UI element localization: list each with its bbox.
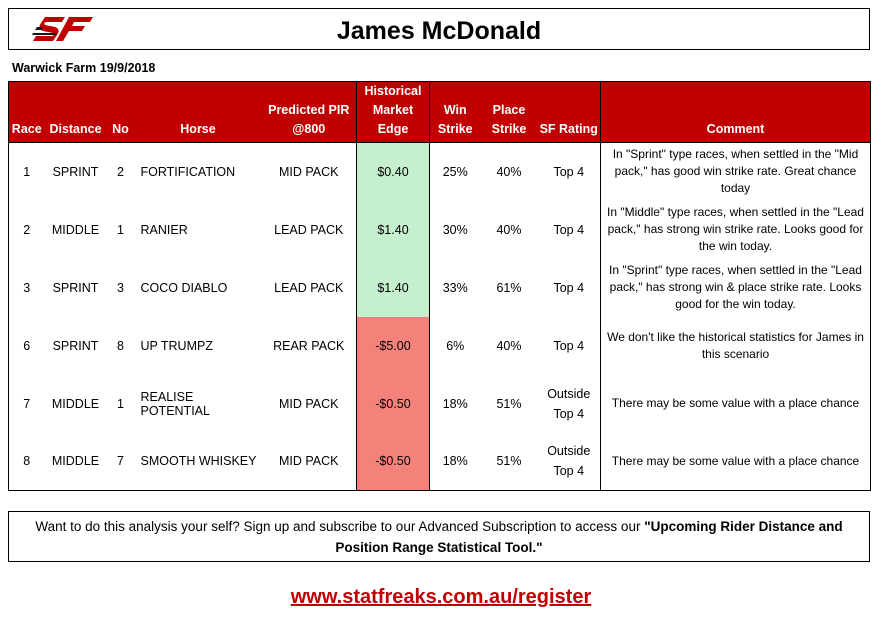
table-row bbox=[9, 201, 871, 259]
meeting-subtitle: Warwick Farm 19/9/2018 bbox=[12, 61, 156, 75]
table-row bbox=[9, 317, 871, 375]
cell-no: 2 bbox=[117, 164, 124, 179]
cell-place: 51% bbox=[481, 433, 538, 491]
cell-place: 40% bbox=[496, 338, 522, 353]
cell-comment: There may be some value with a place chance bbox=[601, 375, 871, 433]
cell-horse: UP TRUMPZ bbox=[140, 338, 213, 353]
col-header-edge: Historical Market Edge bbox=[357, 82, 430, 143]
cell-distance: SPRINT bbox=[52, 280, 99, 295]
cell-rating: Top 4 bbox=[538, 259, 601, 317]
cell-edge: -$0.50 bbox=[357, 375, 430, 433]
cell-edge: -$5.00 bbox=[357, 317, 430, 375]
table-row bbox=[9, 433, 871, 491]
cell-horse: FORTIFICATION bbox=[140, 164, 236, 179]
col-header-win: Win Strike bbox=[430, 82, 481, 143]
cell-horse: REALISE POTENTIAL bbox=[140, 389, 210, 418]
cell-edge: $1.40 bbox=[357, 201, 430, 259]
cell-race: 3 bbox=[9, 259, 45, 317]
col-header-rating: SF Rating bbox=[538, 82, 601, 143]
cell-race: 6 bbox=[9, 317, 45, 375]
cell-distance: MIDDLE bbox=[45, 433, 107, 491]
table-row bbox=[9, 143, 871, 201]
cell-comment: In "Middle" type races, when settled in the "Lead pack," has strong win strike rate. Looks good for the win today. bbox=[601, 201, 871, 259]
cell-no: 7 bbox=[107, 433, 135, 491]
cell-distance: SPRINT bbox=[52, 164, 99, 179]
cell-win: 6% bbox=[446, 338, 465, 353]
cell-pir: MID PACK bbox=[262, 433, 357, 491]
cell-rating: Outside Top 4 bbox=[538, 375, 601, 433]
rider-analysis-table bbox=[8, 81, 871, 491]
table-row bbox=[9, 259, 871, 317]
cell-no: 1 bbox=[117, 222, 124, 237]
page-title: James McDonald bbox=[336, 17, 542, 45]
cell-no: 3 bbox=[117, 280, 124, 295]
cell-pir: MID PACK bbox=[279, 164, 339, 179]
cell-place: 40% bbox=[496, 164, 522, 179]
cell-race: 2 bbox=[9, 201, 45, 259]
table-header-row bbox=[9, 82, 871, 143]
cell-win: 18% bbox=[442, 396, 468, 411]
cell-distance: MIDDLE bbox=[51, 396, 100, 411]
col-header-race: Race bbox=[9, 82, 45, 143]
cell-win: 33% bbox=[442, 280, 468, 295]
cell-race: 7 bbox=[9, 375, 45, 433]
cell-horse: RANIER bbox=[140, 222, 188, 237]
cell-comment: In "Sprint" type races, when settled in the "Lead pack," has strong win & place strike rate. Looks good for the win today. bbox=[601, 259, 871, 317]
cell-no: 8 bbox=[117, 338, 124, 353]
register-link[interactable]: www.statfreaks.com.au/register bbox=[290, 586, 592, 608]
cell-pir: MID PACK bbox=[279, 396, 339, 411]
col-header-pir: Predicted PIR @800 bbox=[262, 82, 357, 143]
table-row bbox=[9, 375, 871, 433]
cell-comment: In "Sprint" type races, when settled in the "Mid pack," has good win strike rate. Great chance today bbox=[601, 143, 871, 201]
cell-rating: Top 4 bbox=[538, 143, 601, 201]
cell-horse: SMOOTH WHISKEY bbox=[135, 433, 262, 491]
col-header-distance: Distance bbox=[45, 82, 107, 143]
col-header-place: Place Strike bbox=[481, 82, 538, 143]
cell-place: 40% bbox=[496, 222, 522, 237]
callout-text: Want to do this analysis your self? Sign up and subscribe to our Advanced Subscription to access our bbox=[35, 519, 645, 534]
cell-win: 30% bbox=[442, 222, 468, 237]
subscription-callout bbox=[8, 511, 870, 562]
cell-distance: SPRINT bbox=[52, 338, 99, 353]
cell-win: 25% bbox=[442, 164, 468, 179]
cell-comment: There may be some value with a place chance bbox=[601, 433, 871, 491]
col-header-comment: Comment bbox=[601, 82, 871, 143]
cell-edge: $1.40 bbox=[357, 259, 430, 317]
cell-edge: $0.40 bbox=[357, 143, 430, 201]
cell-pir: REAR PACK bbox=[273, 338, 345, 353]
cell-rating: Top 4 bbox=[538, 201, 601, 259]
col-header-horse: Horse bbox=[135, 82, 262, 143]
cell-pir: LEAD PACK bbox=[274, 280, 344, 295]
cell-win: 18% bbox=[430, 433, 481, 491]
title-banner bbox=[8, 8, 870, 50]
cell-comment: We don't like the historical statistics for James in this scenario bbox=[601, 317, 871, 375]
cell-no: 1 bbox=[117, 396, 124, 411]
callout-tool-name: "Upcoming Rider Distance and Position Range Statistical Tool." bbox=[335, 519, 843, 555]
cell-distance: MIDDLE bbox=[51, 222, 100, 237]
cell-rating: Top 4 bbox=[538, 317, 601, 375]
cell-place: 61% bbox=[496, 280, 522, 295]
cell-edge: -$0.50 bbox=[357, 433, 430, 491]
cell-pir: LEAD PACK bbox=[274, 222, 344, 237]
cell-place: 51% bbox=[496, 396, 522, 411]
cell-horse: COCO DIABLO bbox=[140, 280, 228, 295]
cell-race: 8 bbox=[9, 433, 45, 491]
col-header-no: No bbox=[107, 82, 135, 143]
cell-race: 1 bbox=[9, 143, 45, 201]
cell-rating: Outside Top 4 bbox=[538, 433, 601, 491]
